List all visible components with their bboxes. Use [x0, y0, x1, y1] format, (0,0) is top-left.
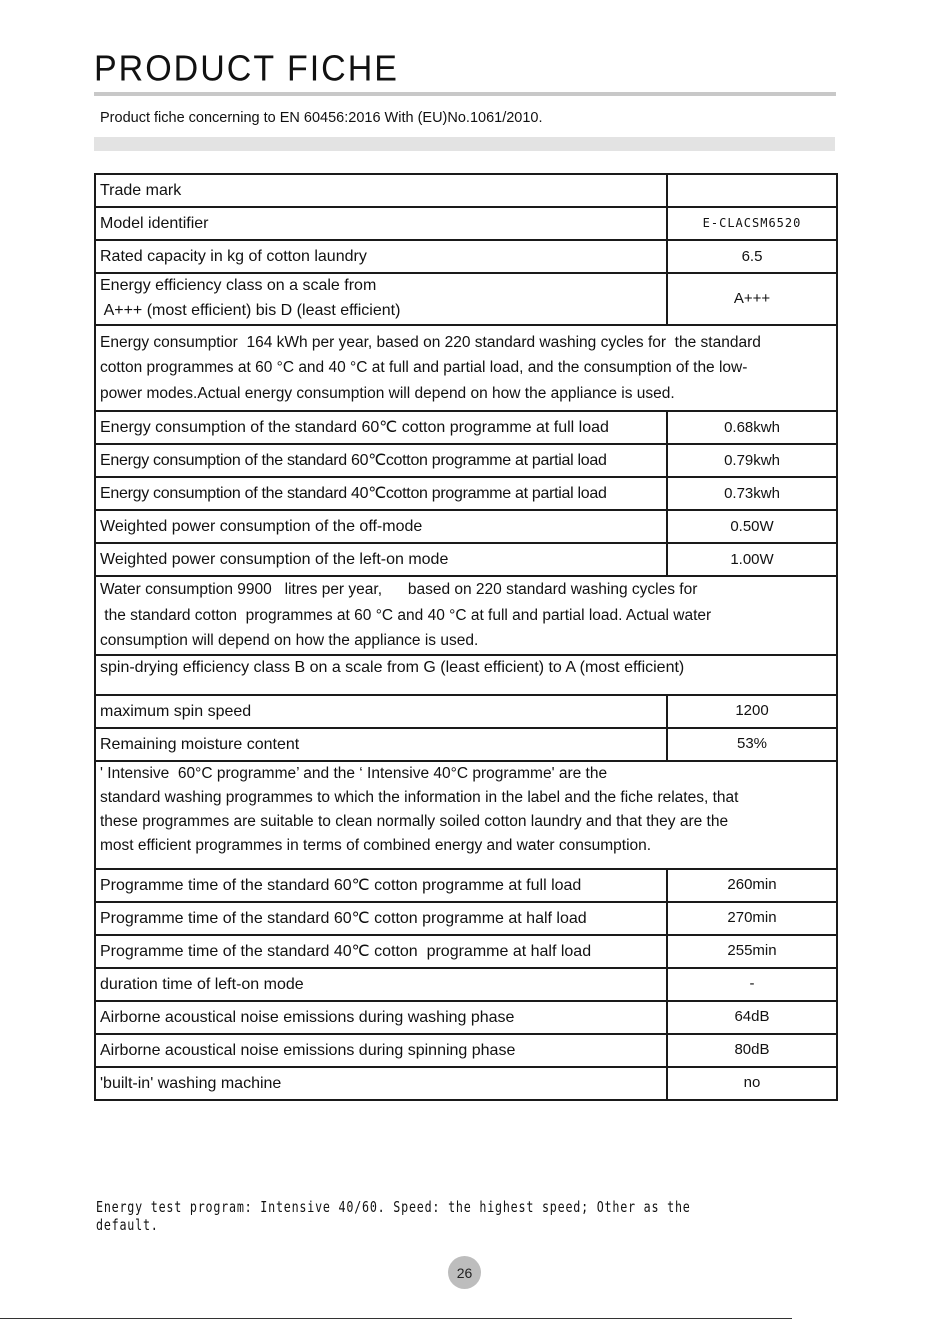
row-line: consumption will depend on how the appliance is used.: [100, 632, 479, 650]
table-row-full: [95, 576, 837, 655]
row-line: most efficient programmes in terms of combined energy and water consumption.: [100, 836, 652, 854]
row-value: -: [667, 968, 837, 1001]
row-line: power modes.Actual energy consumption will depend on how the appliance is used.: [100, 384, 675, 402]
table-row-full: [95, 655, 837, 695]
row-label: Energy consumption of the standard 60℃ cotton programme at full load: [95, 411, 667, 444]
row-value: 255min: [667, 935, 837, 968]
gray-band-divider: [94, 137, 835, 151]
row-value: no: [667, 1067, 837, 1100]
row-value: 0.68kwh: [667, 411, 837, 444]
bottom-divider: [0, 1318, 792, 1319]
row-label-line: Energy efficiency class on a scale from: [100, 277, 377, 295]
row-value: 1200: [667, 695, 837, 728]
table-row: [95, 728, 837, 761]
row-label-line: A+++ (most efficient) bis D (least efficient): [100, 302, 401, 319]
row-label: Programme time of the standard 60℃ cotton programme at full load: [95, 869, 667, 902]
row-line: cotton programmes at 60 °C and 40 °C at full and partial load, and the consumption of the low-: [100, 359, 748, 377]
row-value: 0.79kwh: [667, 444, 837, 477]
table-row: [95, 477, 837, 510]
table-row-full: [95, 325, 837, 411]
row-label: Remaining moisture content: [95, 728, 667, 761]
table-row: [95, 411, 837, 444]
table-row: [95, 444, 837, 477]
row-value: [667, 174, 837, 207]
table-row: [95, 240, 837, 273]
row-label: Airborne acoustical noise emissions during washing phase: [95, 1001, 667, 1034]
row-line: spin-drying efficiency class B on a scale from G (least efficient) to A (most efficient): [100, 658, 685, 676]
energy-test-footnote: Energy test program: Intensive 40/60. Speed: the highest speed; Other as the default.: [96, 1198, 691, 1234]
title-underline: [94, 92, 836, 96]
row-label: Energy consumption of the standard 60℃cotton programme at partial load: [95, 444, 667, 477]
row-line: the standard cotton programmes at 60 °C and 40 °C at full and partial load. Actual water: [100, 606, 712, 624]
table-row-full: [95, 761, 837, 869]
row-label: 'built-in' washing machine: [95, 1067, 667, 1100]
row-label: Programme time of the standard 60℃ cotton programme at half load: [95, 902, 667, 935]
row-label: Airborne acoustical noise emissions during spinning phase: [95, 1034, 667, 1067]
page-title: PRODUCT FICHE: [94, 49, 399, 89]
row-value: 260min: [667, 869, 837, 902]
row-value: 6.5: [667, 240, 837, 273]
row-value: 270min: [667, 902, 837, 935]
row-line: standard washing programmes to which the information in the label and the fiche relates, that: [100, 788, 739, 806]
row-label: Energy consumption of the standard 40℃cotton programme at partial load: [95, 477, 667, 510]
row-value: 53%: [667, 728, 837, 761]
row-value: 64dB: [667, 1001, 837, 1034]
table-row: [95, 869, 837, 902]
row-full-text: [95, 655, 837, 695]
row-label: Model identifier: [95, 207, 667, 240]
table-row: [95, 902, 837, 935]
row-line: Energy consumptior 164 kWh per year, based on 220 standard washing cycles for the standard: [100, 333, 761, 351]
row-line: ' Intensive 60°C programme’ and the ‘ Intensive 40°C programme' are the: [100, 764, 608, 782]
row-label: duration time of left-on mode: [95, 968, 667, 1001]
product-fiche-table: [94, 173, 838, 1101]
row-full-text: [95, 576, 837, 655]
row-line: these programmes are suitable to clean normally soiled cotton laundry and that they are the: [100, 812, 729, 830]
table-row: [95, 695, 837, 728]
row-label: Weighted power consumption of the left-on mode: [95, 543, 667, 576]
table-row: [95, 273, 837, 325]
table-row: [95, 543, 837, 576]
table-row: [95, 510, 837, 543]
row-label: Programme time of the standard 40℃ cotton programme at half load: [95, 935, 667, 968]
row-value: A+++: [667, 273, 837, 325]
table-row: [95, 968, 837, 1001]
row-value: 80dB: [667, 1034, 837, 1067]
table-row: [95, 1067, 837, 1100]
row-value: E-CLACSM6520: [667, 207, 837, 240]
subtitle: Product fiche concerning to EN 60456:2016 With (EU)No.1061/2010.: [100, 110, 543, 126]
row-full-text: [95, 325, 837, 411]
row-label: maximum spin speed: [95, 695, 667, 728]
row-value: 0.73kwh: [667, 477, 837, 510]
table-row: [95, 1001, 837, 1034]
row-label: Trade mark: [95, 174, 667, 207]
row-label: Weighted power consumption of the off-mode: [95, 510, 667, 543]
row-label: Rated capacity in kg of cotton laundry: [95, 240, 667, 273]
table-row: [95, 1034, 837, 1067]
table-row: [95, 174, 837, 207]
row-value: 1.00W: [667, 543, 837, 576]
row-line: Water consumption 9900 litres per year, based on 220 standard washing cycles for: [100, 581, 698, 598]
row-label: [95, 273, 667, 325]
page-number-badge: 26: [448, 1256, 481, 1289]
row-value: 0.50W: [667, 510, 837, 543]
table-row: [95, 207, 837, 240]
row-full-text: [95, 761, 837, 869]
table-row: [95, 935, 837, 968]
